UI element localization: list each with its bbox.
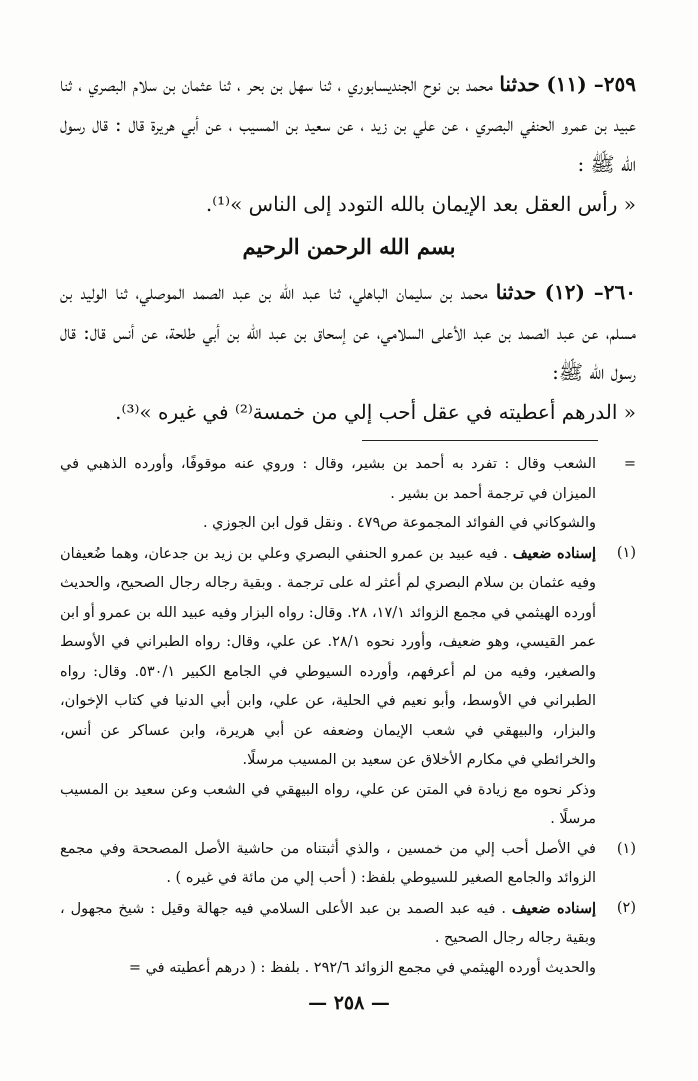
hadith-259	[60, 64, 636, 224]
hadith-260	[60, 272, 636, 432]
footnote-text: . فيه عبيد بن عمرو الحنفي البصري وعلي بن زيد بن جدعان، وهما ضُعيفان وفيه عثمان بن سلام البصري لم أعثر له على ترجمة . وبقية رجاله رجال الصحيح، والحديث أورده الهيثمي في مجمع الزوائد ١٧/١، ٢٨. وقال: رواه البزار وفيه عبيد الله بن عمرو أو ابن عمر القيسي، وهو ضعيف، وأورد نحوه ٢٨/١. عن علي، وقال: رواه الطبراني في الأوسط والصغير، وفيه من لم أعرفهم، وأورده السيوطي في الجامع الكبير ٥٣٠/١. وقال: رواه الطبراني في الأوسط، وأبو نعيم في الحلية، عن علي، وابن أبي الدنيا في كتاب الإخوان، والبزار، والبيهقي في شعب الإيمان وضعفه عن أبي هريرة، وابن عساكر عن أنس، والخرائطي في مكارم الأخلاق عن سعيد بن المسيب مرسلًا.	[60, 545, 596, 768]
footnote-text: الشعب وقال : تفرد به أحمد بن بشير، وقال : وروي عنه موقوفًا، وأورده الذهبي في الميزان في ترجمة أحمد بن بشير .	[60, 456, 596, 502]
footnote-item	[60, 835, 636, 894]
footnote-item	[60, 450, 636, 509]
footnote-mark	[596, 509, 636, 539]
hadith-259-chain-head: حدثنا	[499, 72, 540, 96]
hadith-259-isnad	[60, 64, 636, 184]
footnote-text: . فيه عبد الصمد بن عبد الأعلى السلامي فيه جهالة وقيل : شيخ مجهول ، وبقية رجاله رجال الصحيح .	[60, 900, 596, 946]
footnote-separator	[362, 440, 598, 441]
hadith-260-isnad	[60, 272, 636, 392]
hadith-259-matn: « رأس العقل بعد الإيمان بالله التودد إلى الناس »⁽¹⁾.	[205, 192, 636, 216]
footnote-grade: إسناده ضعيف	[511, 899, 596, 917]
footnote-mark: =	[623, 456, 636, 472]
hadith-260-number: ٢٦٠– (١٢)	[544, 280, 637, 304]
hadith-259-chain: محمد بن نوح الجنديسابوري ، ثنا سهل بن بحر ، ثنا عثمان بن سلام البصري ، ثنا عبيد بن عمرو الحنفي البصري ، عن علي بن زيد ، عن سعيد بن المسيب ، عن أبي هريرة قال : قال رسول الله ﷺ :	[60, 72, 636, 176]
footnote-mark: (١)	[616, 544, 636, 561]
footnote-item	[60, 539, 636, 776]
footnote-mark	[596, 776, 636, 835]
footnote-body	[60, 539, 596, 776]
footnote-text: والشوكاني في الفوائد المجموعة ص٤٧٩ . ونقل قول ابن الجوزي .	[202, 515, 596, 531]
footnote-text: وذكر نحوه مع زيادة في المتن عن علي، رواه البيهقي في الشعب وعن سعيد بن المسيب مرسلًا .	[60, 781, 596, 827]
hadith-260-chain-head: حدثنا	[495, 280, 537, 304]
footnote-text: في الأصل أحب إلي من خمسين ، والذي أثبتناه من حاشية الأصل المصححة وفي مجمع الزوائد والجامع الصغير للسيوطي بلفظ: ( أحب إلي من مائة في غيره ) .	[60, 840, 596, 886]
footnote-body	[60, 894, 596, 954]
page-number: — ٢٥٨ —	[308, 992, 390, 1014]
footnote-item	[60, 954, 636, 984]
footnote-item	[60, 776, 636, 835]
footnote-mark: (٢)	[616, 899, 636, 916]
footnote-item	[60, 894, 636, 954]
hadith-260-matn: « الدرهم أعطيته في عقل أحب إلي من خمسة⁽²⁾ في غيره »⁽³⁾.	[115, 400, 636, 424]
hadith-259-number: ٢٥٩– (١١)	[546, 72, 637, 96]
footnote-text: والحديث أورده الهيثمي في مجمع الزوائد ٢٩٢/٦ . بلفظ : ( درهم أعطيته في =	[128, 959, 596, 976]
basmala-heading: بسم الله الرحمن الرحيم	[242, 234, 456, 259]
hadith-260-chain: محمد بن سليمان الباهلي، ثنا عبد الله بن عبد الصمد الموصلي، ثنا الوليد بن مسلم، عن عبد الصمد بن عبد الأعلى السلامي، عن إسحاق بن عبد الله بن أبي طلحة، عن أنس قال: قال رسول الله ﷺ:	[60, 280, 636, 384]
footnote-mark: (١)	[616, 840, 636, 857]
footnotes	[60, 450, 636, 983]
footnote-item	[60, 509, 636, 539]
footnote-grade: إسناده ضعيف	[512, 544, 596, 562]
footnote-mark	[596, 954, 636, 984]
